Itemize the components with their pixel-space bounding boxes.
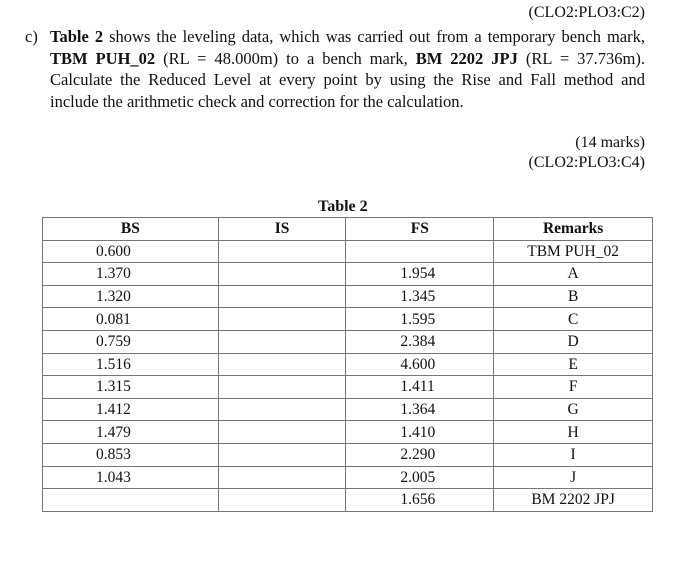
cell-remark: I: [494, 443, 653, 466]
cell-remark: E: [494, 353, 653, 376]
table-row: [43, 353, 653, 376]
cell-bs: 0.759: [43, 330, 219, 353]
table-row: [43, 330, 653, 353]
question-text-part: (RL = 37.736m). Calculate the Reduced Level at every point by using the Rise and Fall method and include the arithmetic check and correction for the calculation.: [50, 48, 645, 111]
cell-is: [218, 421, 346, 444]
cell-bs: 1.320: [43, 285, 219, 308]
cell-fs: 2.384: [346, 330, 494, 353]
question-text-part: (RL = 48.000m) to a bench mark,: [155, 48, 416, 68]
cell-remark: D: [494, 330, 653, 353]
cell-bs: 1.516: [43, 353, 219, 376]
question-label: c): [25, 27, 38, 46]
cell-is: [218, 330, 346, 353]
cell-fs: [346, 240, 494, 263]
table-ref: Table 2: [50, 27, 104, 46]
cell-remark: B: [494, 285, 653, 308]
cell-is: [218, 376, 346, 399]
cell-remark: H: [494, 421, 653, 444]
table-row: [43, 285, 653, 308]
cell-remark: F: [494, 376, 653, 399]
question-text-part: shows the leveling data, which was carried out from a temporary bench mark,: [103, 27, 645, 46]
cell-bs: 0.081: [43, 308, 219, 331]
cell-fs: 2.290: [346, 443, 494, 466]
table-row: [43, 421, 653, 444]
table-row: [43, 443, 653, 466]
table-row: [43, 398, 653, 421]
cell-bs: 1.315: [43, 376, 219, 399]
cell-is: [218, 353, 346, 376]
cell-remark: C: [494, 308, 653, 331]
table-row: [43, 489, 653, 512]
cell-is: [218, 308, 346, 331]
cell-fs: 2.005: [346, 466, 494, 489]
cell-remark: TBM PUH_02: [494, 240, 653, 263]
cell-remark: J: [494, 466, 653, 489]
end-benchmark: BM 2202 JPJ: [415, 48, 518, 68]
header-fs: FS: [346, 218, 494, 241]
table-header-row: [43, 218, 653, 241]
leveling-table: [42, 217, 653, 512]
cell-fs: 1.410: [346, 421, 494, 444]
cell-is: [218, 443, 346, 466]
cell-fs: 1.954: [346, 263, 494, 286]
cell-remark: BM 2202 JPJ: [494, 489, 653, 512]
cell-bs: 1.479: [43, 421, 219, 444]
table-row: [43, 466, 653, 489]
cell-is: [218, 285, 346, 308]
marks-outcome-code: (CLO2:PLO3:C4): [528, 154, 645, 171]
cell-is: [218, 489, 346, 512]
cell-fs: 1.364: [346, 398, 494, 421]
question-block: [25, 26, 645, 112]
cell-is: [218, 466, 346, 489]
cell-bs: 1.370: [43, 263, 219, 286]
table-row: [43, 308, 653, 331]
cell-fs: 1.411: [346, 376, 494, 399]
cell-fs: 1.656: [346, 489, 494, 512]
table-row: [43, 376, 653, 399]
table-row: [43, 240, 653, 263]
question-text: [50, 26, 645, 112]
cell-is: [218, 263, 346, 286]
cell-bs: 0.853: [43, 443, 219, 466]
cell-fs: 1.345: [346, 285, 494, 308]
cell-is: [218, 398, 346, 421]
table-row: [43, 263, 653, 286]
cell-bs: 1.043: [43, 466, 219, 489]
cell-bs: 1.412: [43, 398, 219, 421]
marks-label: (14 marks): [575, 134, 645, 151]
cell-is: [218, 240, 346, 263]
cell-remark: A: [494, 263, 653, 286]
header-remarks: Remarks: [494, 218, 653, 241]
cell-fs: 1.595: [346, 308, 494, 331]
table-body: [43, 240, 653, 511]
header-bs: BS: [43, 218, 219, 241]
cell-bs: 0.600: [43, 240, 219, 263]
header-outcome-code: (CLO2:PLO3:C2): [528, 4, 645, 21]
header-is: IS: [218, 218, 346, 241]
cell-remark: G: [494, 398, 653, 421]
cell-fs: 4.600: [346, 353, 494, 376]
cell-bs: [43, 489, 219, 512]
table-caption: Table 2: [318, 198, 368, 215]
start-benchmark: TBM PUH_02: [50, 48, 156, 68]
